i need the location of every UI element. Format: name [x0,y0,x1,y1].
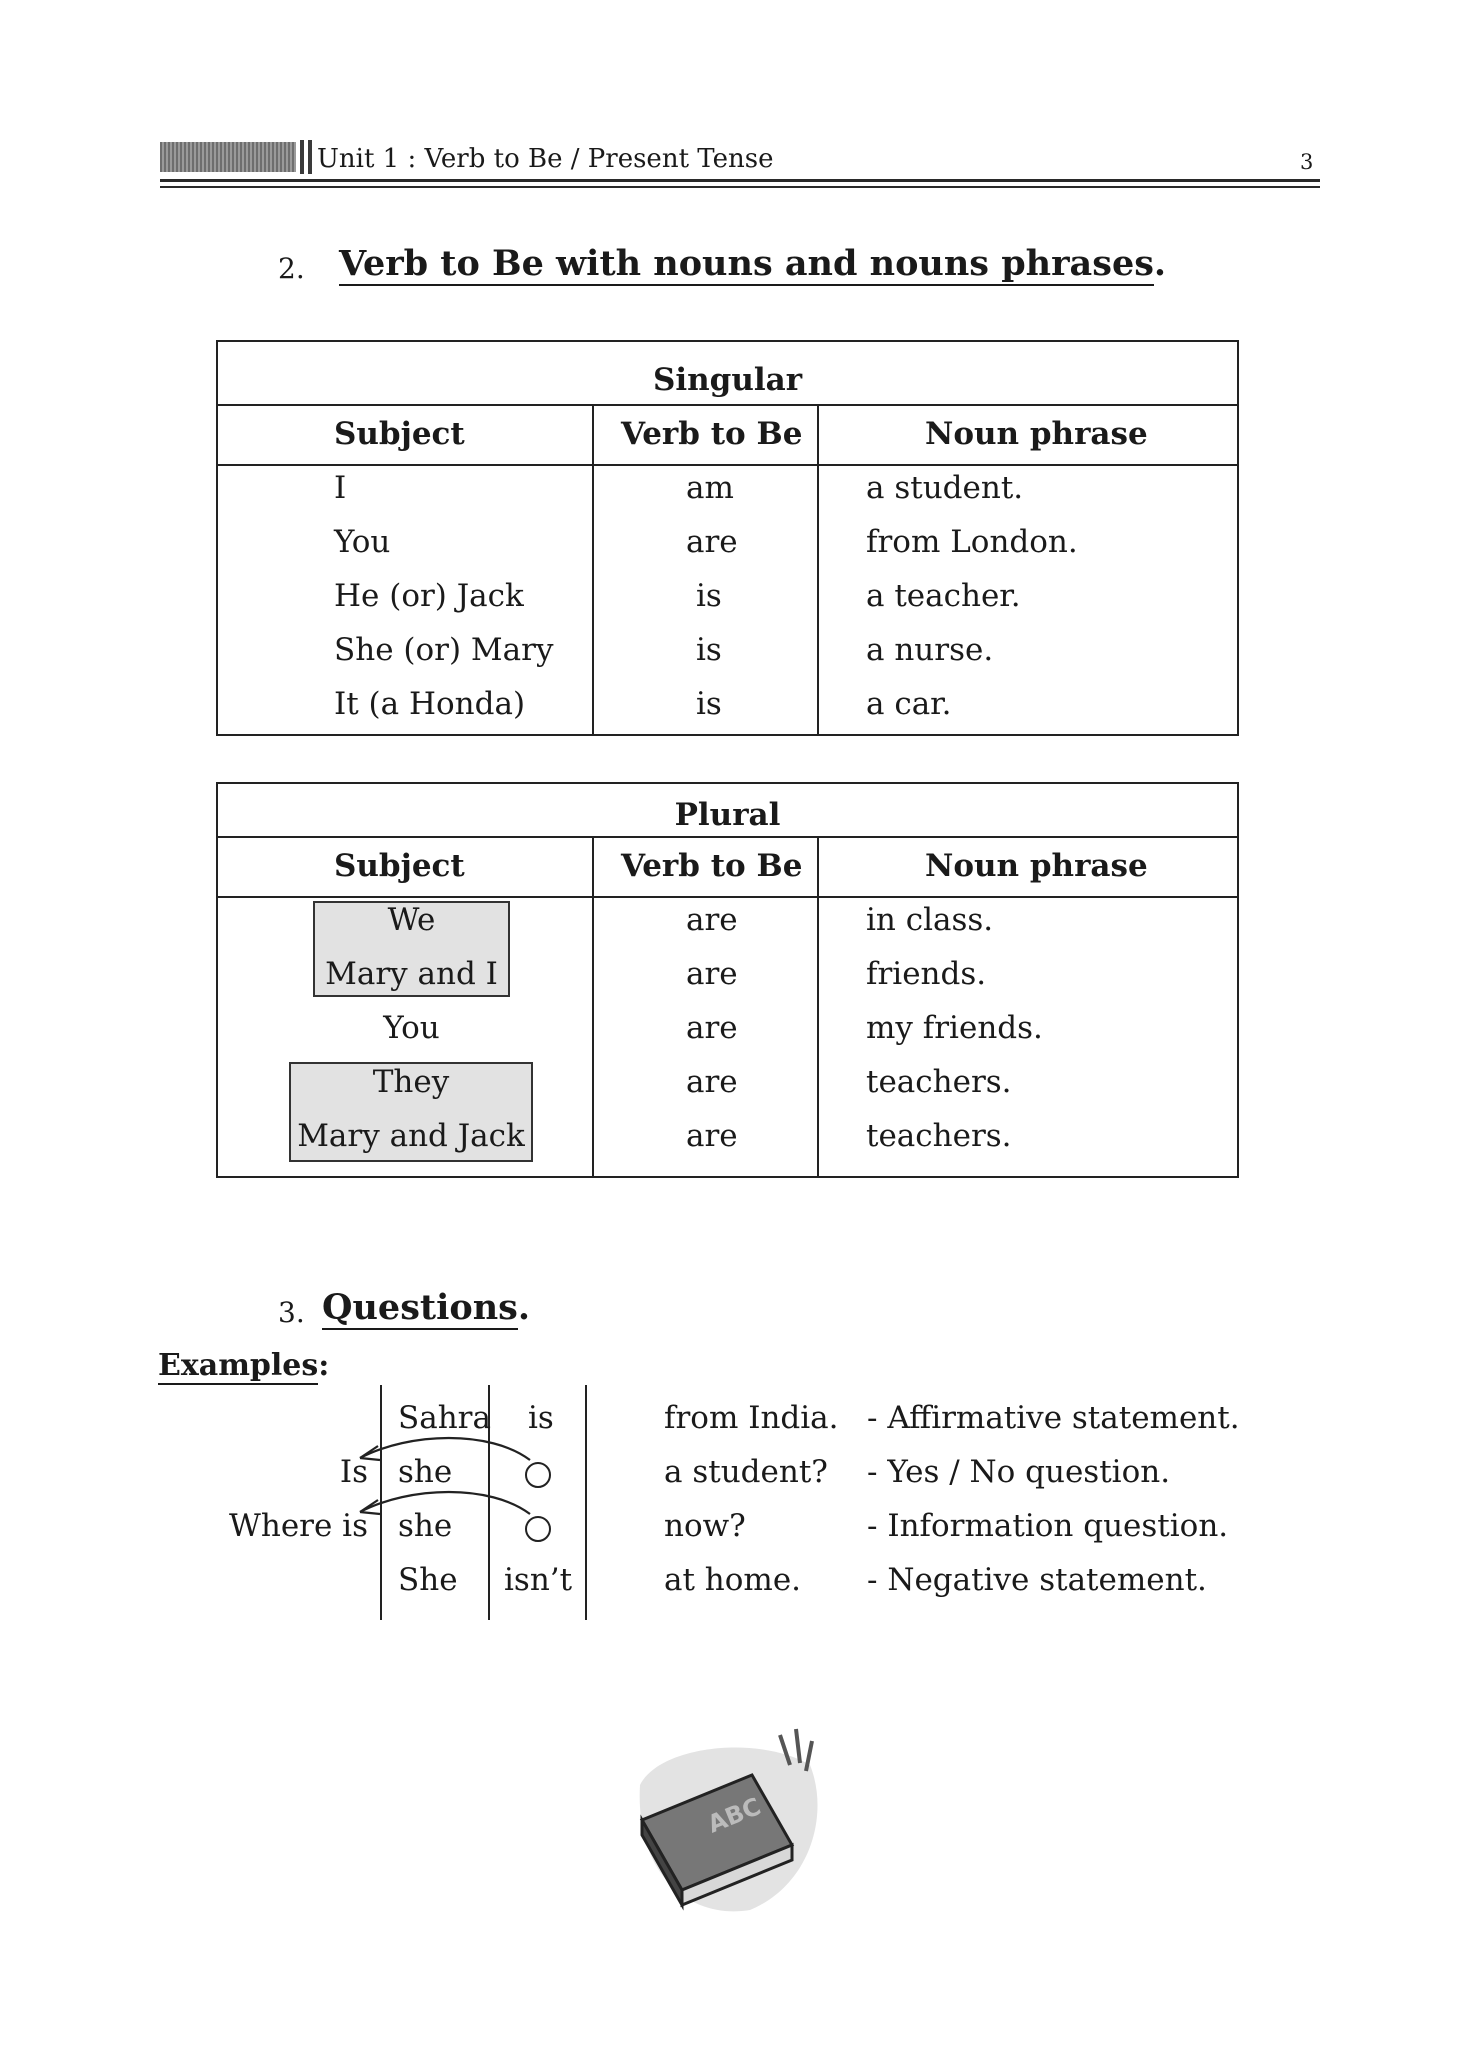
question-fronted-verb: Where is [228,1508,368,1544]
table-cell-verb: are [686,1064,738,1100]
question-complement: at home. [664,1562,802,1598]
examples-label [158,1348,329,1383]
question-note: - Yes / No question. [867,1454,1171,1490]
table-cell-noun: teachers. [866,1064,1012,1100]
column-divider [817,404,819,734]
question-subject: she [398,1508,453,1544]
column-header-verb: Verb to Be [621,848,803,884]
table-cell-subject: You [334,524,391,560]
table-cell-noun: teachers. [866,1118,1012,1154]
table-cell-verb: are [686,902,738,938]
section-title [322,1288,530,1328]
header-bar-decoration [160,142,296,172]
question-note: - Negative statement. [867,1562,1207,1598]
question-verb: isn’t [504,1562,573,1598]
table-cell-noun: friends. [866,956,987,992]
table-cell-verb: is [696,686,722,722]
table-cell-verb: are [686,956,738,992]
arrow-curve [360,1438,530,1460]
column-header-noun: Noun phrase [925,416,1148,452]
table-cell-noun: my friends. [866,1010,1043,1046]
table-cell-verb: is [696,632,722,668]
section-title-punct: . [517,1287,531,1328]
column-header-subject: Subject [334,848,465,884]
question-complement: from India. [664,1400,839,1436]
section-number: 3. [278,1296,305,1329]
table-cell-verb: am [686,470,734,506]
table-cell-noun: a car. [866,686,952,722]
table-cell-subject: Mary and I [325,956,498,992]
question-subject: She [398,1562,458,1598]
plural-table [216,782,1239,1178]
table-cell-noun: a student. [866,470,1024,506]
table-cell-subject: I [334,470,347,506]
running-title: Unit 1 : Verb to Be / Present Tense [317,144,774,174]
table-cell-subject: It (a Honda) [334,686,526,722]
header-rule [160,186,1320,188]
section-number: 2. [278,252,305,285]
table-cell-subject: You [383,1010,440,1046]
table-cell-noun: a nurse. [866,632,994,668]
arrow-curve [360,1492,530,1514]
book-label: ABC [703,1792,765,1839]
table-cell-subject: Mary and Jack [297,1118,525,1154]
header-tick-decoration [308,140,312,174]
column-divider [592,404,594,734]
section-title-text: Verb to Be with nouns and nouns phrases [339,243,1154,284]
header-rule [160,179,1320,182]
diagram-divider [585,1385,587,1620]
section-title-text: Questions [322,1287,518,1328]
verb-movement-arrows [340,1420,550,1530]
column-divider [592,836,594,1176]
table-caption: Plural [218,784,1237,838]
table-cell-subject: She (or) Mary [334,632,554,668]
page-number: 3 [1300,150,1314,174]
table-cell-subject: We [387,902,436,938]
table-caption: Singular [218,342,1237,406]
examples-label-text: Examples [158,1348,319,1383]
singular-table [216,340,1239,736]
table-cell-noun: a teacher. [866,578,1021,614]
question-complement: now? [664,1508,746,1544]
question-subject: Sahra [398,1400,491,1436]
table-cell-verb: are [686,1118,738,1154]
question-note: - Affirmative statement. [867,1400,1240,1436]
examples-label-punct: : [318,1348,330,1383]
table-cell-verb: are [686,524,738,560]
table-header-row [218,836,1237,898]
table-cell-subject: He (or) Jack [334,578,524,614]
question-note: - Information question. [867,1508,1229,1544]
question-verb: is [528,1400,554,1436]
column-header-subject: Subject [334,416,465,452]
table-header-row [218,404,1237,466]
question-complement: a student? [664,1454,828,1490]
header-tick-decoration [300,140,304,174]
section-title-punct: . [1153,243,1167,284]
table-cell-verb: is [696,578,722,614]
table-cell-noun: from London. [866,524,1078,560]
section-title [339,244,1166,284]
question-fronted-verb: Is [339,1454,368,1490]
table-cell-noun: in class. [866,902,994,938]
table-cell-verb: are [686,1010,738,1046]
column-header-verb: Verb to Be [621,416,803,452]
column-header-noun: Noun phrase [925,848,1148,884]
table-cell-subject: They [372,1064,450,1100]
book-icon [620,1725,830,1920]
question-subject: she [398,1454,453,1490]
column-divider [817,836,819,1176]
